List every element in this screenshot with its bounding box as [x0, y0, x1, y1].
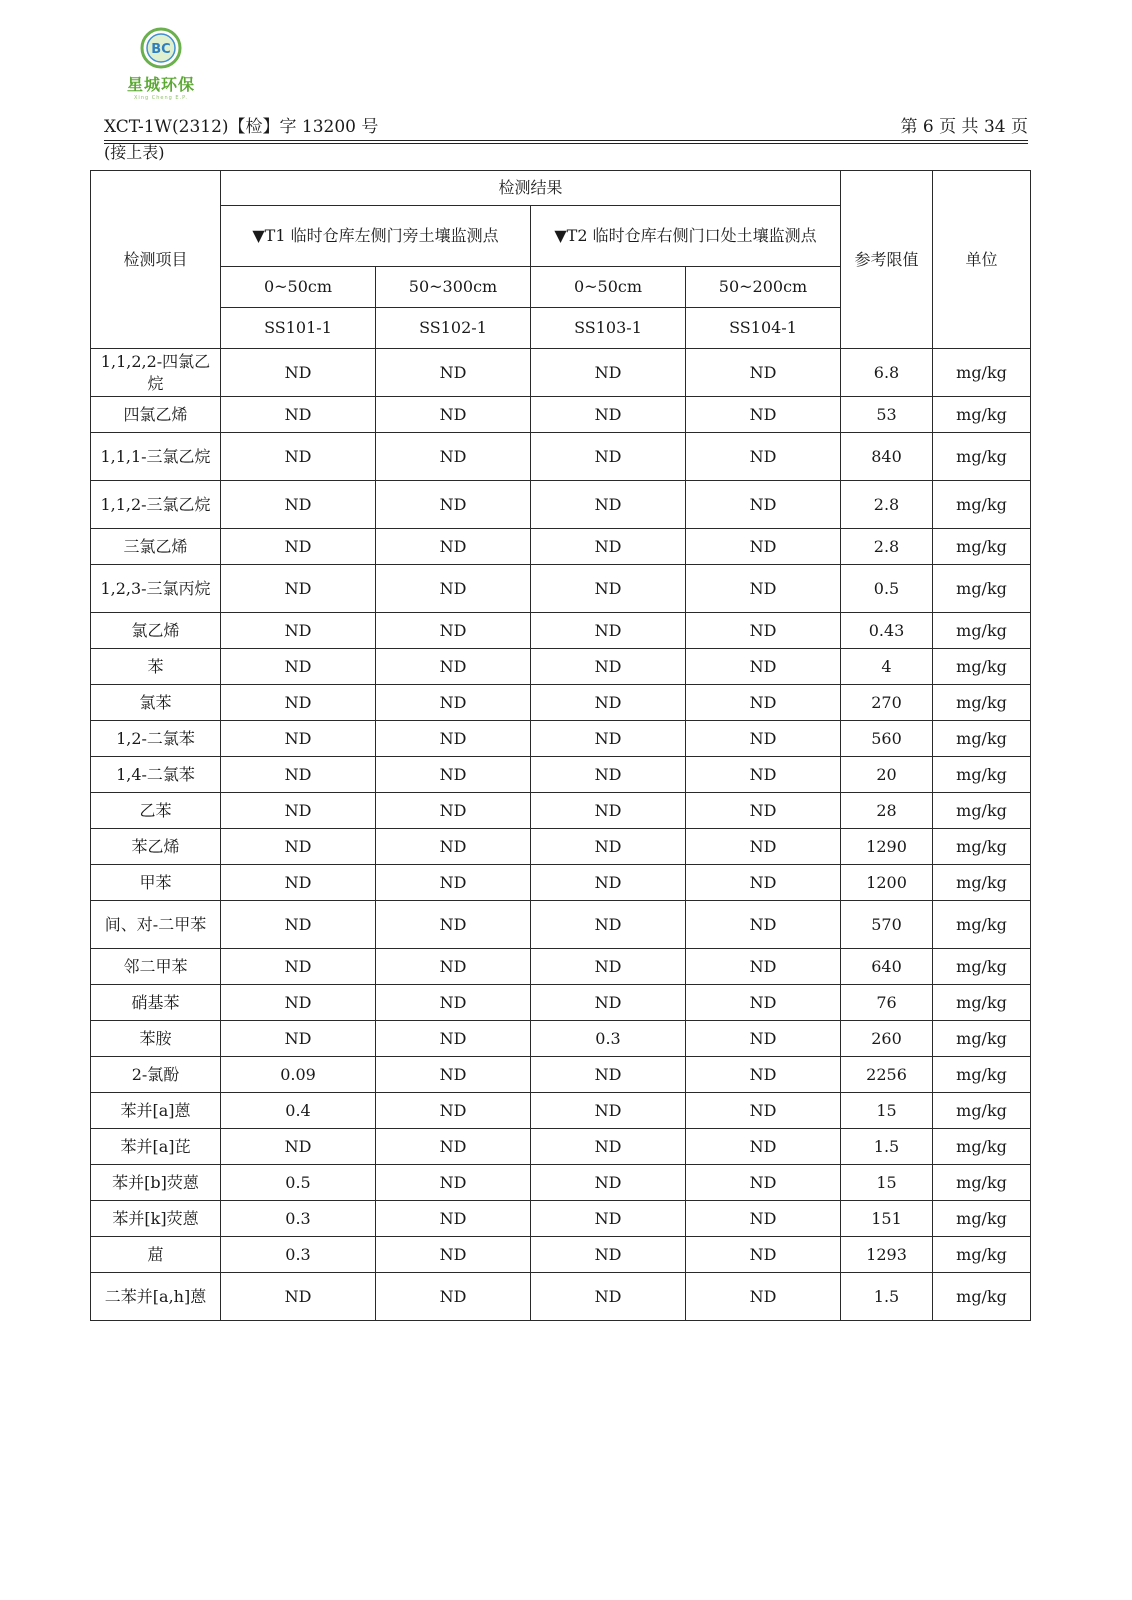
result-value-cell: ND: [531, 949, 686, 985]
unit-cell: mg/kg: [933, 529, 1031, 565]
result-value-cell: ND: [531, 649, 686, 685]
result-value-cell: ND: [376, 793, 531, 829]
unit-cell: mg/kg: [933, 685, 1031, 721]
monitoring-point-t2: ▼T2 临时仓库右侧门口处土壤监测点: [531, 206, 841, 267]
result-value-cell: ND: [221, 1273, 376, 1321]
result-value-cell: ND: [376, 757, 531, 793]
result-value-cell: ND: [221, 397, 376, 433]
company-logo-icon: [139, 26, 183, 70]
test-item-cell: 苯乙烯: [91, 829, 221, 865]
result-value-cell: ND: [376, 349, 531, 397]
unit-cell: mg/kg: [933, 397, 1031, 433]
result-value-cell: ND: [221, 649, 376, 685]
table-row: [91, 613, 1031, 649]
result-value-cell: ND: [531, 1093, 686, 1129]
table-row: [91, 565, 1031, 613]
result-value-cell: ND: [221, 757, 376, 793]
table-row: [91, 985, 1031, 1021]
result-value-cell: 0.3: [221, 1201, 376, 1237]
result-value-cell: ND: [376, 1129, 531, 1165]
column-header-results: 检测结果: [221, 171, 841, 206]
limit-value-cell: 1293: [841, 1237, 933, 1273]
result-value-cell: ND: [376, 529, 531, 565]
result-value-cell: ND: [376, 1057, 531, 1093]
result-value-cell: ND: [221, 349, 376, 397]
result-value-cell: ND: [686, 481, 841, 529]
depth-header: 0~50cm: [221, 267, 376, 308]
result-value-cell: ND: [686, 685, 841, 721]
limit-value-cell: 2.8: [841, 529, 933, 565]
result-value-cell: 0.4: [221, 1093, 376, 1129]
test-item-cell: 苯并[k]荧蒽: [91, 1201, 221, 1237]
result-value-cell: ND: [376, 985, 531, 1021]
svg-text:BC: BC: [151, 42, 171, 57]
result-value-cell: ND: [686, 865, 841, 901]
result-value-cell: ND: [221, 901, 376, 949]
result-value-cell: 0.5: [221, 1165, 376, 1201]
unit-cell: mg/kg: [933, 985, 1031, 1021]
test-item-cell: 邻二甲苯: [91, 949, 221, 985]
sample-id-header: SS103-1: [531, 308, 686, 349]
unit-cell: mg/kg: [933, 481, 1031, 529]
limit-value-cell: 560: [841, 721, 933, 757]
result-value-cell: ND: [686, 1165, 841, 1201]
result-value-cell: ND: [221, 481, 376, 529]
result-value-cell: ND: [376, 949, 531, 985]
result-value-cell: ND: [221, 949, 376, 985]
table-row: [91, 901, 1031, 949]
test-item-cell: 苯胺: [91, 1021, 221, 1057]
result-value-cell: ND: [376, 721, 531, 757]
result-value-cell: ND: [376, 901, 531, 949]
table-row: [91, 1093, 1031, 1129]
table-row: [91, 481, 1031, 529]
unit-cell: mg/kg: [933, 1237, 1031, 1273]
result-value-cell: ND: [686, 565, 841, 613]
test-item-cell: 䓛: [91, 1237, 221, 1273]
test-item-cell: 甲苯: [91, 865, 221, 901]
result-value-cell: ND: [686, 985, 841, 1021]
result-value-cell: ND: [531, 397, 686, 433]
result-value-cell: ND: [531, 1057, 686, 1093]
unit-cell: mg/kg: [933, 949, 1031, 985]
result-value-cell: ND: [686, 757, 841, 793]
result-value-cell: ND: [686, 949, 841, 985]
table-body: [91, 349, 1031, 1321]
result-value-cell: ND: [376, 565, 531, 613]
unit-cell: mg/kg: [933, 1165, 1031, 1201]
table-row: [91, 1273, 1031, 1321]
result-value-cell: ND: [686, 793, 841, 829]
limit-value-cell: 28: [841, 793, 933, 829]
result-value-cell: ND: [531, 1129, 686, 1165]
unit-cell: mg/kg: [933, 865, 1031, 901]
test-item-cell: 1,1,2-三氯乙烷: [91, 481, 221, 529]
table-row: [91, 433, 1031, 481]
result-value-cell: ND: [221, 565, 376, 613]
result-value-cell: ND: [531, 685, 686, 721]
table-row: [91, 793, 1031, 829]
table-row: [91, 349, 1031, 397]
result-value-cell: ND: [686, 1129, 841, 1165]
limit-value-cell: 6.8: [841, 349, 933, 397]
unit-cell: mg/kg: [933, 1093, 1031, 1129]
sample-id-header: SS102-1: [376, 308, 531, 349]
unit-cell: mg/kg: [933, 1021, 1031, 1057]
result-value-cell: ND: [221, 433, 376, 481]
result-value-cell: ND: [686, 1237, 841, 1273]
unit-cell: mg/kg: [933, 901, 1031, 949]
table-row: [91, 1165, 1031, 1201]
test-item-cell: 1,2,3-三氯丙烷: [91, 565, 221, 613]
unit-cell: mg/kg: [933, 1057, 1031, 1093]
test-item-cell: 四氯乙烯: [91, 397, 221, 433]
result-value-cell: ND: [221, 829, 376, 865]
company-name: 星城环保: [126, 75, 195, 94]
page-number: 第 6 页 共 34 页: [900, 117, 1028, 137]
test-item-cell: 苯并[a]芘: [91, 1129, 221, 1165]
table-row: [91, 649, 1031, 685]
unit-cell: mg/kg: [933, 433, 1031, 481]
table-row: [91, 1237, 1031, 1273]
report-number: XCT-1W(2312)【检】字 13200 号: [104, 117, 379, 137]
result-value-cell: ND: [221, 793, 376, 829]
header-divider-secondary: [104, 143, 1028, 144]
test-item-cell: 乙苯: [91, 793, 221, 829]
table-row: [91, 949, 1031, 985]
result-value-cell: ND: [376, 1273, 531, 1321]
result-value-cell: ND: [531, 721, 686, 757]
table-row: [91, 1129, 1031, 1165]
limit-value-cell: 570: [841, 901, 933, 949]
result-value-cell: ND: [531, 829, 686, 865]
document-header: [104, 112, 1028, 138]
table-row: [91, 757, 1031, 793]
soil-test-results-table: [90, 170, 1031, 1321]
result-value-cell: ND: [221, 721, 376, 757]
result-value-cell: ND: [376, 1021, 531, 1057]
result-value-cell: ND: [686, 529, 841, 565]
limit-value-cell: 15: [841, 1165, 933, 1201]
unit-cell: mg/kg: [933, 793, 1031, 829]
unit-cell: mg/kg: [933, 565, 1031, 613]
result-value-cell: ND: [531, 901, 686, 949]
company-subtitle: Xing Cheng E.P.: [134, 95, 188, 101]
test-item-cell: 1,2-二氯苯: [91, 721, 221, 757]
result-value-cell: ND: [531, 1237, 686, 1273]
test-item-cell: 间、对-二甲苯: [91, 901, 221, 949]
result-value-cell: ND: [376, 1165, 531, 1201]
result-value-cell: ND: [376, 433, 531, 481]
table-row: [91, 1057, 1031, 1093]
result-value-cell: ND: [221, 1021, 376, 1057]
limit-value-cell: 2.8: [841, 481, 933, 529]
result-value-cell: ND: [376, 481, 531, 529]
result-value-cell: ND: [686, 649, 841, 685]
unit-cell: mg/kg: [933, 721, 1031, 757]
column-header-limit: 参考限值: [841, 171, 933, 349]
test-item-cell: 1,1,2,2-四氯乙烷: [91, 349, 221, 397]
table-row: [91, 529, 1031, 565]
continued-label: (接上表): [104, 143, 165, 162]
limit-value-cell: 1200: [841, 865, 933, 901]
unit-cell: mg/kg: [933, 1201, 1031, 1237]
company-logo: [116, 26, 206, 101]
limit-value-cell: 640: [841, 949, 933, 985]
result-value-cell: ND: [531, 865, 686, 901]
unit-cell: mg/kg: [933, 1129, 1031, 1165]
test-item-cell: 二苯并[a,h]蒽: [91, 1273, 221, 1321]
limit-value-cell: 20: [841, 757, 933, 793]
result-value-cell: ND: [221, 685, 376, 721]
result-value-cell: ND: [686, 613, 841, 649]
limit-value-cell: 4: [841, 649, 933, 685]
limit-value-cell: 1.5: [841, 1273, 933, 1321]
depth-header: 0~50cm: [531, 267, 686, 308]
result-value-cell: ND: [376, 1237, 531, 1273]
test-item-cell: 硝基苯: [91, 985, 221, 1021]
limit-value-cell: 1.5: [841, 1129, 933, 1165]
result-value-cell: 0.09: [221, 1057, 376, 1093]
result-value-cell: ND: [686, 1093, 841, 1129]
limit-value-cell: 76: [841, 985, 933, 1021]
column-header-unit: 单位: [933, 171, 1031, 349]
result-value-cell: ND: [376, 1201, 531, 1237]
result-value-cell: ND: [531, 793, 686, 829]
result-value-cell: ND: [221, 865, 376, 901]
result-value-cell: 0.3: [221, 1237, 376, 1273]
unit-cell: mg/kg: [933, 757, 1031, 793]
result-value-cell: 0.3: [531, 1021, 686, 1057]
result-value-cell: ND: [686, 1021, 841, 1057]
unit-cell: mg/kg: [933, 649, 1031, 685]
result-value-cell: ND: [531, 613, 686, 649]
sample-id-header: SS101-1: [221, 308, 376, 349]
test-item-cell: 三氯乙烯: [91, 529, 221, 565]
result-value-cell: ND: [531, 565, 686, 613]
limit-value-cell: 0.5: [841, 565, 933, 613]
result-value-cell: ND: [221, 529, 376, 565]
result-value-cell: ND: [531, 1165, 686, 1201]
result-value-cell: ND: [376, 1093, 531, 1129]
result-value-cell: ND: [686, 349, 841, 397]
result-value-cell: ND: [376, 613, 531, 649]
table-row: [91, 829, 1031, 865]
result-value-cell: ND: [531, 985, 686, 1021]
limit-value-cell: 53: [841, 397, 933, 433]
limit-value-cell: 1290: [841, 829, 933, 865]
result-value-cell: ND: [531, 529, 686, 565]
limit-value-cell: 0.43: [841, 613, 933, 649]
table-row: [91, 865, 1031, 901]
limit-value-cell: 840: [841, 433, 933, 481]
test-item-cell: 苯并[b]荧蒽: [91, 1165, 221, 1201]
limit-value-cell: 270: [841, 685, 933, 721]
result-value-cell: ND: [531, 433, 686, 481]
result-value-cell: ND: [686, 1273, 841, 1321]
result-value-cell: ND: [686, 1057, 841, 1093]
result-value-cell: ND: [686, 397, 841, 433]
result-value-cell: ND: [221, 1129, 376, 1165]
header-divider: [104, 140, 1028, 141]
test-item-cell: 1,1,1-三氯乙烷: [91, 433, 221, 481]
result-value-cell: ND: [531, 757, 686, 793]
test-item-cell: 苯: [91, 649, 221, 685]
monitoring-point-t1: ▼T1 临时仓库左侧门旁土壤监测点: [221, 206, 531, 267]
table-row: [91, 1201, 1031, 1237]
limit-value-cell: 2256: [841, 1057, 933, 1093]
test-item-cell: 氯乙烯: [91, 613, 221, 649]
test-item-cell: 苯并[a]蒽: [91, 1093, 221, 1129]
result-value-cell: ND: [376, 685, 531, 721]
result-value-cell: ND: [686, 1201, 841, 1237]
unit-cell: mg/kg: [933, 829, 1031, 865]
unit-cell: mg/kg: [933, 349, 1031, 397]
table-row: [91, 1021, 1031, 1057]
result-value-cell: ND: [376, 829, 531, 865]
sample-id-header: SS104-1: [686, 308, 841, 349]
result-value-cell: ND: [221, 613, 376, 649]
limit-value-cell: 260: [841, 1021, 933, 1057]
unit-cell: mg/kg: [933, 613, 1031, 649]
table-row: [91, 397, 1031, 433]
result-value-cell: ND: [686, 721, 841, 757]
limit-value-cell: 151: [841, 1201, 933, 1237]
test-item-cell: 2-氯酚: [91, 1057, 221, 1093]
result-value-cell: ND: [686, 901, 841, 949]
result-value-cell: ND: [376, 397, 531, 433]
test-item-cell: 1,4-二氯苯: [91, 757, 221, 793]
result-value-cell: ND: [531, 1201, 686, 1237]
result-value-cell: ND: [531, 1273, 686, 1321]
depth-header: 50~300cm: [376, 267, 531, 308]
result-value-cell: ND: [221, 985, 376, 1021]
result-value-cell: ND: [376, 865, 531, 901]
result-value-cell: ND: [376, 649, 531, 685]
limit-value-cell: 15: [841, 1093, 933, 1129]
depth-header: 50~200cm: [686, 267, 841, 308]
result-value-cell: ND: [531, 481, 686, 529]
result-value-cell: ND: [686, 829, 841, 865]
result-value-cell: ND: [686, 433, 841, 481]
result-value-cell: ND: [531, 349, 686, 397]
unit-cell: mg/kg: [933, 1273, 1031, 1321]
column-header-item: 检测项目: [91, 171, 221, 349]
test-item-cell: 氯苯: [91, 685, 221, 721]
table-row: [91, 685, 1031, 721]
table-row: [91, 721, 1031, 757]
